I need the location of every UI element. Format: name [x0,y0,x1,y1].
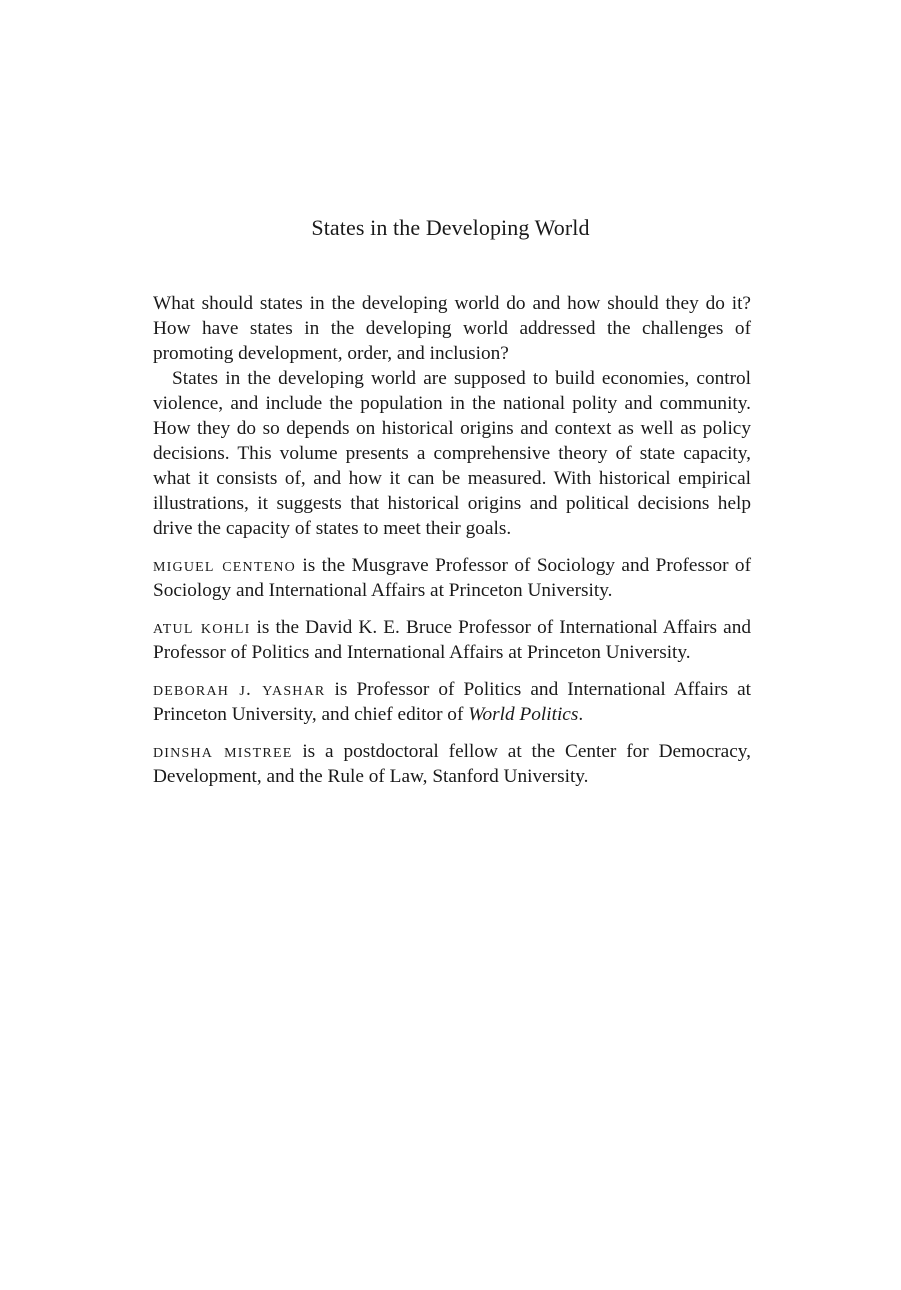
intro-paragraph-2: States in the developing world are supposed to build economies, control violence, and include the population in the national polity and community. How they do so depends on historical origins and context as well as policy decisions. This volume presents a comprehensive theory of state capacity, what it consists of, and how it can be measured. With historical empirical illustrations, it suggests that historical origins and political decisions help drive the capacity of states to meet their goals. [153,368,751,539]
bio-text: is the David K. E. Bruce Professor of International Affairs and Professor of Politics and International Affairs at Princeton University. [153,617,752,663]
bio-text: is a postdoctoral fellow at the Center for Democracy, Development, and the Rule of Law, Stanford University. [153,741,751,787]
intro-paragraph-1: What should states in the developing world do and how should they do it? How have states in the developing world addressed the challenges of promoting development, order, and inclusion? [153,293,751,364]
author-name: deborah j. yashar [153,679,326,700]
bio-kohli [153,615,751,665]
bio-text: is the Musgrave Professor of Sociology and Professor of Sociology and International Affairs at Princeton University. [153,555,751,601]
bio-centeno [153,553,751,603]
author-name: dinsha mistree [153,741,293,762]
page-title: States in the Developing World [311,215,590,240]
bio-text: is Professor of Politics and International Affairs at Princeton University, and chief editor of [153,679,751,725]
bio-yashar [153,677,751,727]
bio-mistree [153,739,751,789]
page-body [153,291,751,789]
author-name: miguel centeno [153,555,296,576]
journal-title: World Politics [468,704,579,725]
bio-end: . [578,704,584,725]
author-name: atul kohli [153,617,251,638]
